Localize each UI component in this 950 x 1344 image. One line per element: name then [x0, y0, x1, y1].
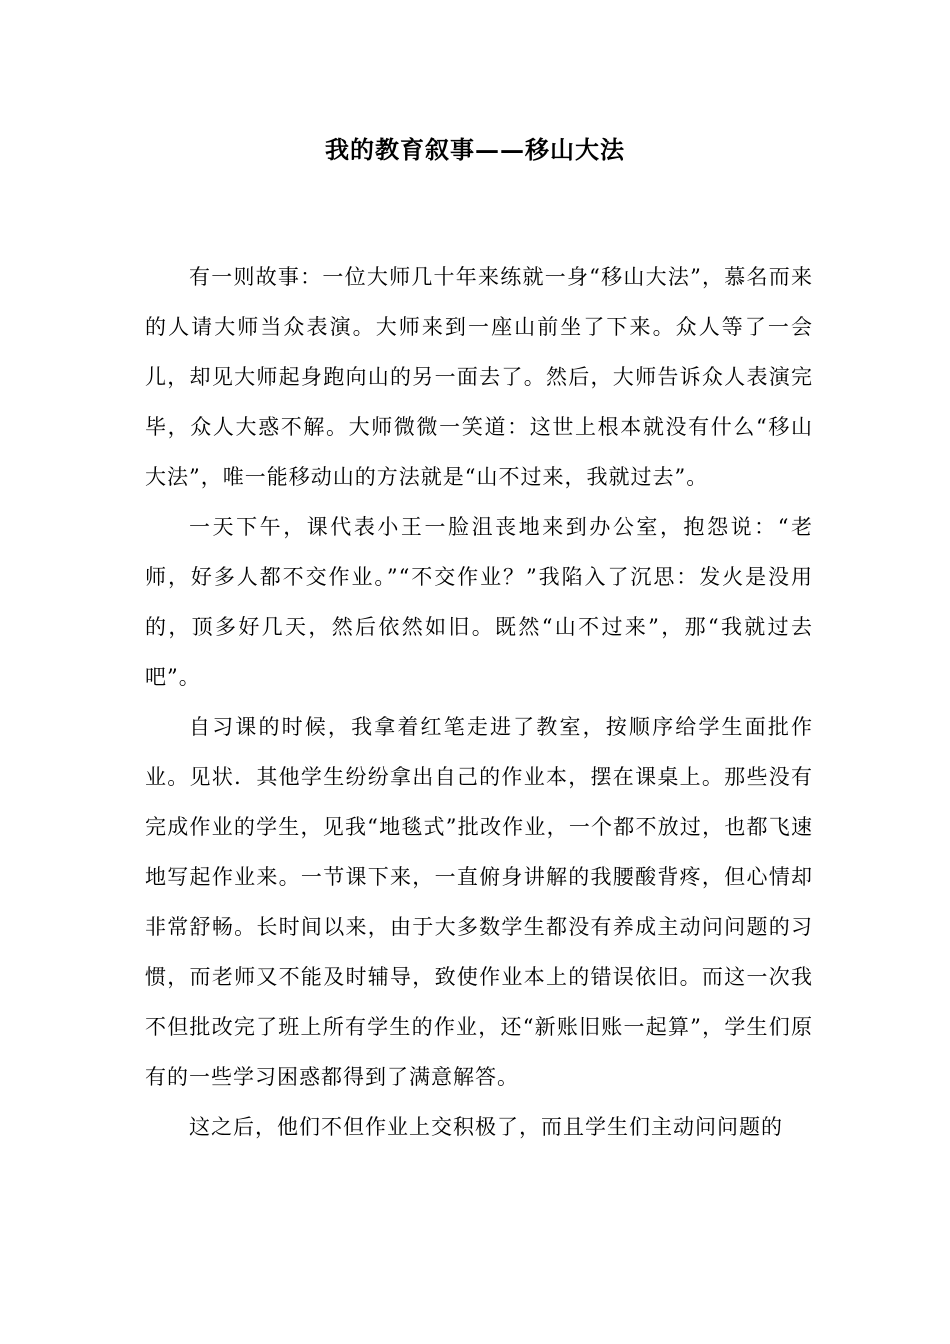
paragraph-2: 一天下午，课代表小王一脸沮丧地来到办公室，抱怨说：“老师，好多人都不交作业。”“不交作业？”我陷入了沉思：发火是没用的，顶多好几天，然后依然如旧。既然“山不过来”，那“我就过去吧”。 [145, 515, 813, 689]
paragraph-1: 有一则故事：一位大师几十年来练就一身“移山大法”，慕名而来的人请大师当众表演。大师来到一座山前坐了下来。众人等了一会儿，却见大师起身跑向山的另一面去了。然后，大师告诉众人表演完毕，众人大惑不解。大师微微一笑道：这世上根本就没有什么“移山大法”，唯一能移动山的方法就是“山不过来，我就过去”。 [145, 265, 813, 489]
paragraph-4: 这之后，他们不但作业上交积极了，而且学生们主动问问题的 [189, 1115, 783, 1139]
document-body [145, 252, 813, 1152]
document-title: 我的教育叙事——移山大法 [325, 135, 625, 164]
paragraph-3: 自习课的时候，我拿着红笔走进了教室，按顺序给学生面批作业。见状．其他学生纷纷拿出自己的作业本，摆在课桌上。那些没有完成作业的学生，见我“地毯式”批改作业，一个都不放过，也都飞速地写起作业来。一节课下来，一直俯身讲解的我腰酸背疼，但心情却非常舒畅。长时间以来，由于大多数学生都没有养成主动问问题的习惯，而老师又不能及时辅导，致使作业本上的错误依旧。而这一次我不但批改完了班上所有学生的作业，还“新账旧账一起算”，学生们原有的一些学习困惑都得到了满意解答。 [145, 715, 813, 1089]
